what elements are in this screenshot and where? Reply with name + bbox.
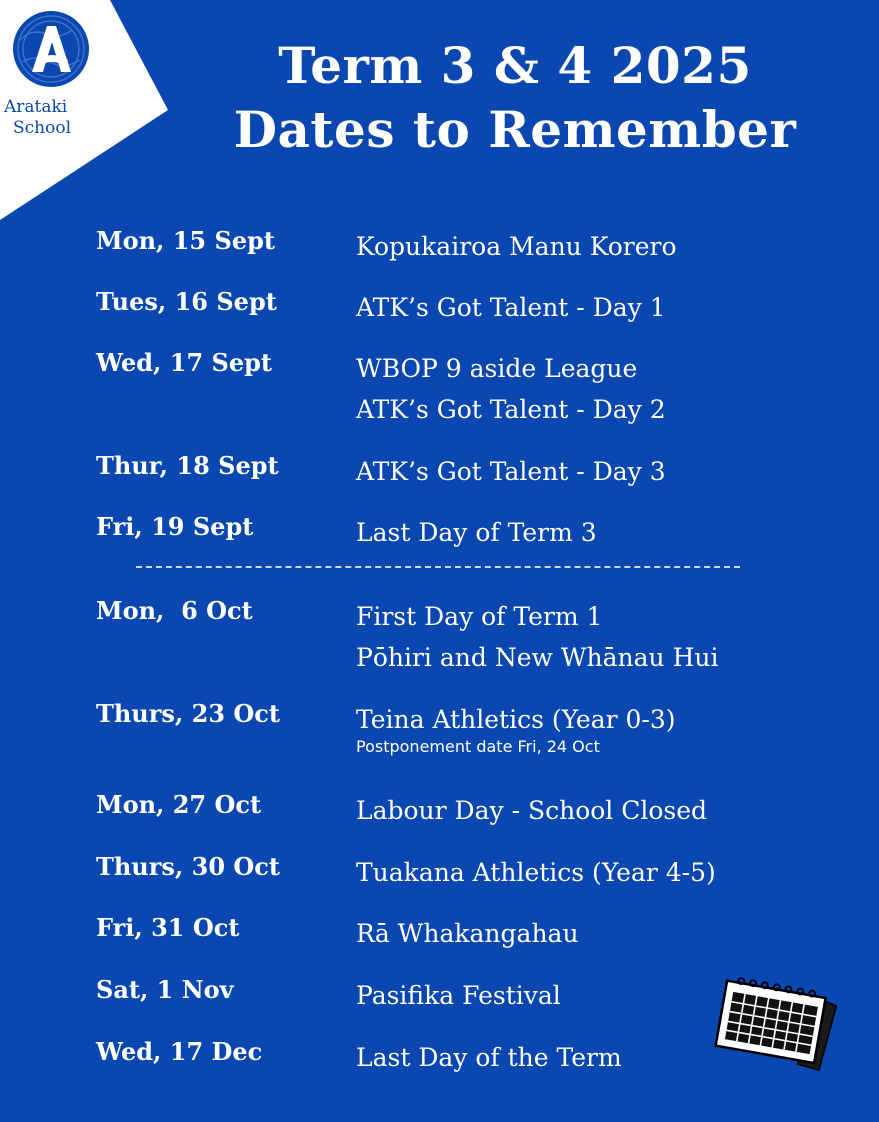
- school-name-line1: Arataki: [4, 97, 68, 117]
- event-text: Pōhiri and New Whānau Hui: [356, 643, 719, 672]
- page-title: [170, 34, 860, 162]
- event-text: Labour Day - School Closed: [356, 796, 708, 825]
- event-text: Pasifika Festival: [356, 981, 561, 1010]
- event-text: Teina Athletics (Year 0-3): [356, 705, 676, 734]
- event-text: Rā Whakangahau: [356, 919, 579, 948]
- event-text: Last Day of Term 3: [356, 518, 597, 547]
- date-label: Mon, 15 Sept: [96, 226, 275, 255]
- date-label: Sat, 1 Nov: [96, 975, 234, 1004]
- event-text: First Day of Term 1: [356, 602, 603, 631]
- event-text: ATK’s Got Talent - Day 2: [356, 395, 666, 424]
- event-text: Kopukairoa Manu Korero: [356, 232, 677, 261]
- school-name-line2: School: [13, 118, 72, 138]
- event-text: WBOP 9 aside League: [356, 354, 638, 383]
- event-note: Postponement date Fri, 24 Oct: [356, 737, 600, 756]
- event-text: ATK’s Got Talent - Day 1: [356, 293, 666, 322]
- date-label: Thurs, 23 Oct: [96, 699, 280, 728]
- date-label: Mon, 6 Oct: [96, 596, 253, 625]
- date-label: Mon, 27 Oct: [96, 790, 262, 819]
- calendar-icon: [712, 976, 842, 1076]
- date-label: Fri, 31 Oct: [96, 913, 240, 942]
- date-label: Wed, 17 Sept: [96, 348, 272, 377]
- title-line1: Term 3 & 4 2025: [278, 36, 752, 95]
- school-name: [4, 97, 122, 139]
- event-text: ATK’s Got Talent - Day 3: [356, 457, 666, 486]
- date-label: Thur, 18 Sept: [96, 451, 279, 480]
- date-label: Tues, 16 Sept: [96, 287, 277, 316]
- date-label: Wed, 17 Dec: [96, 1037, 263, 1066]
- term-divider: [136, 566, 740, 568]
- arataki-logo-icon: [12, 10, 90, 88]
- event-text: Tuakana Athletics (Year 4-5): [356, 858, 716, 887]
- date-label: Thurs, 30 Oct: [96, 852, 280, 881]
- event-text: Last Day of the Term: [356, 1043, 622, 1072]
- date-label: Fri, 19 Sept: [96, 512, 254, 541]
- title-line2: Dates to Remember: [233, 100, 797, 159]
